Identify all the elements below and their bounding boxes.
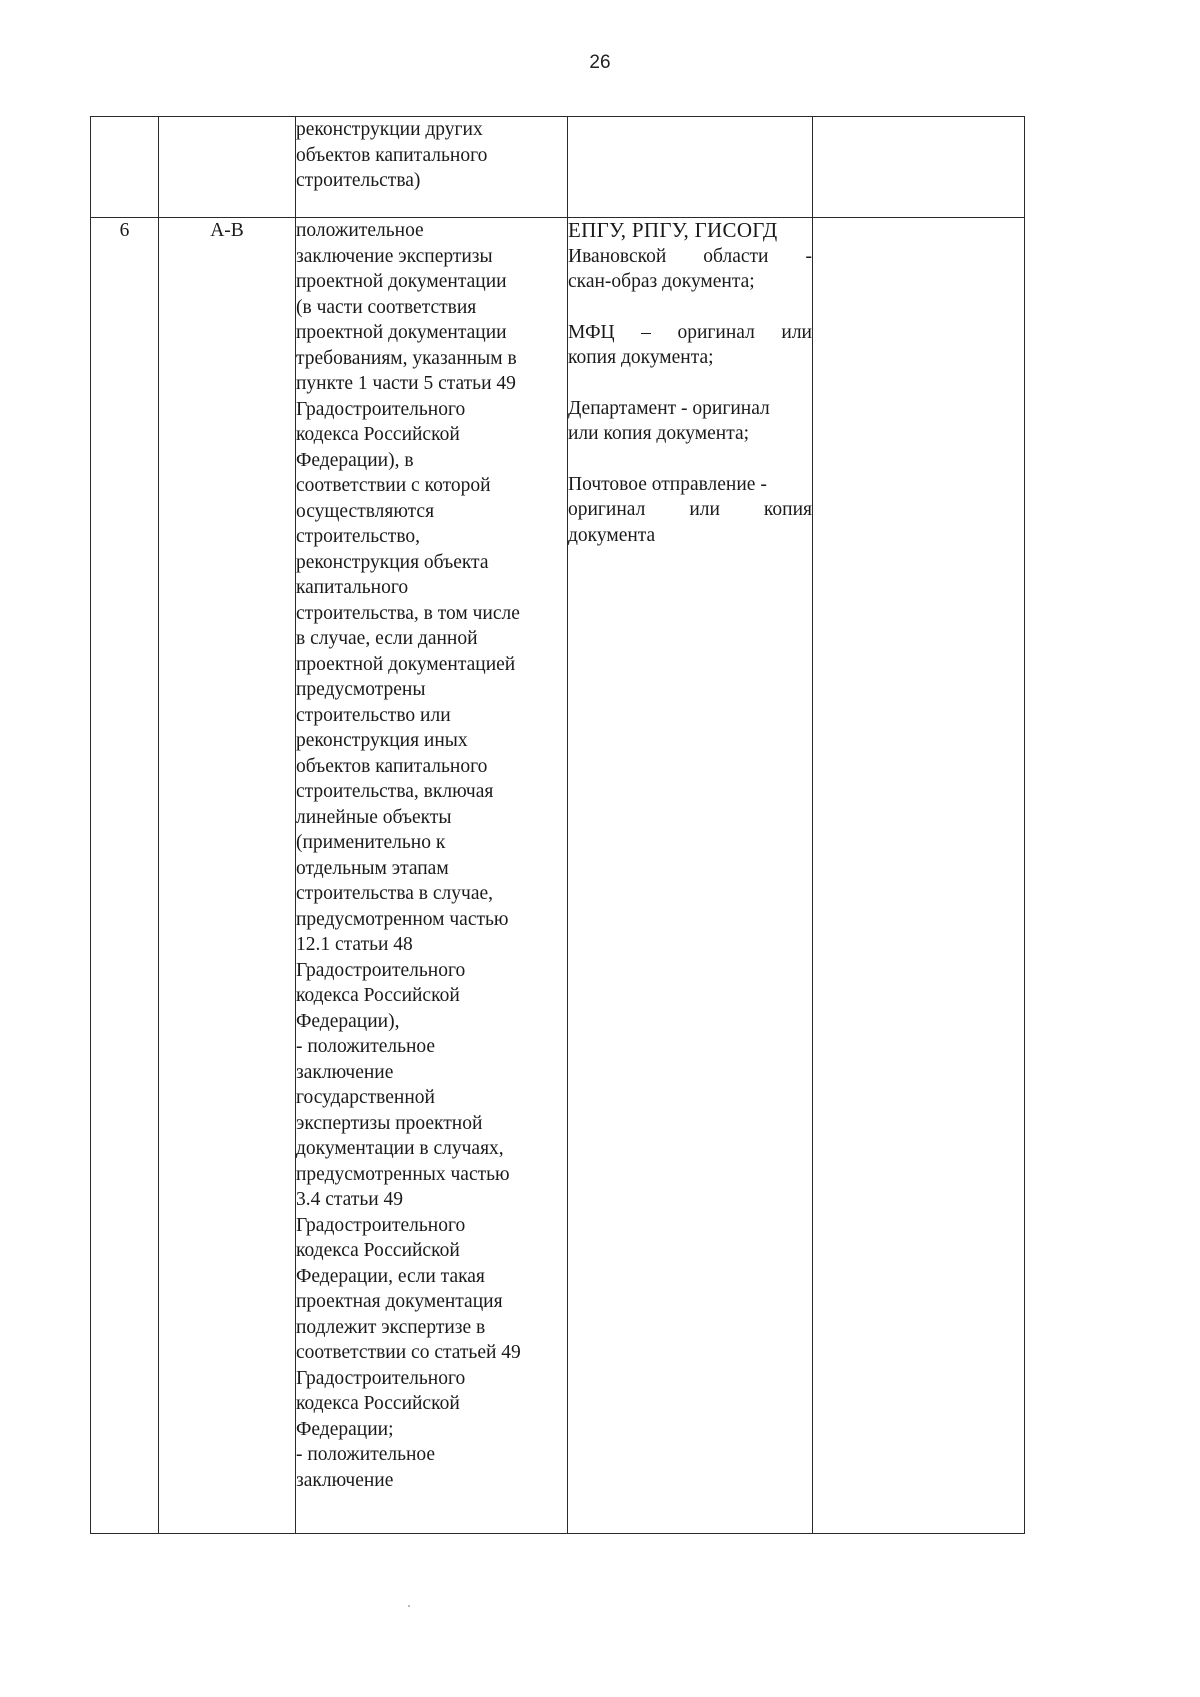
description-line: проектной документацией xyxy=(296,653,516,675)
description-line: отдельным этапам xyxy=(296,857,449,879)
scan-speck xyxy=(408,1605,410,1607)
document-table xyxy=(90,116,1025,1534)
description-line: в случае, если данной xyxy=(296,628,478,649)
cell-sources xyxy=(568,218,813,1534)
text-line: строительства) xyxy=(296,170,421,191)
description-line: проектной документации xyxy=(296,322,507,343)
source-epgu-line: Ивановской области - xyxy=(568,245,812,267)
description-line: кодекса Российской xyxy=(296,1240,460,1261)
description-line: кодекса Российской xyxy=(296,1393,460,1414)
description-line: положительное xyxy=(296,220,424,241)
description-line: Федерации; xyxy=(296,1418,394,1440)
description-line: соответствии с которой xyxy=(296,475,491,496)
description-line: заключение xyxy=(296,1469,394,1491)
description-line: строительство, xyxy=(296,526,421,547)
cell-description-continued xyxy=(296,117,568,218)
description-line: линейные объекты xyxy=(296,806,452,828)
description-line: Федерации, если такая xyxy=(296,1265,485,1287)
description-line: - положительное xyxy=(296,1036,436,1057)
cell-category-empty xyxy=(159,117,296,218)
description-line: государственной xyxy=(296,1087,435,1108)
description-line: предусмотренных частью xyxy=(296,1163,510,1185)
description-line: строительства, в том числе xyxy=(296,602,520,624)
description-line: (в части соответствия xyxy=(296,296,477,318)
source-epgu-line: скан-образ документа; xyxy=(568,271,755,292)
source-mfc-line: МФЦ – оригинал или xyxy=(568,321,812,343)
description-line: Федерации), xyxy=(296,1010,400,1032)
description-line: предусмотренном частью xyxy=(296,908,509,930)
description-line: 3.4 статьи 49 xyxy=(296,1189,404,1210)
table-row-6 xyxy=(91,218,1025,1534)
source-department-line: Департамент - оригинал xyxy=(568,397,770,419)
description-line: осуществляются xyxy=(296,500,435,522)
cell-row-number: 6 xyxy=(91,218,159,1534)
description-line: подлежит экспертизе в xyxy=(296,1316,486,1338)
source-post-line: оригинал или копия xyxy=(568,499,812,520)
cell-source-empty xyxy=(568,117,813,218)
description-line: Градостроительного xyxy=(296,1214,466,1236)
description-line: Градостроительного xyxy=(296,1367,466,1389)
cell-description xyxy=(296,218,568,1534)
text-line: реконструкции других xyxy=(296,119,483,140)
description-line: предусмотрены xyxy=(296,679,426,700)
description-line: требованиям, указанным в xyxy=(296,347,517,369)
description-line: реконструкция иных xyxy=(296,730,468,751)
description-line: Градостроительного xyxy=(296,398,466,420)
description-line: (применительно к xyxy=(296,832,446,853)
source-post-line: Почтовое отправление - xyxy=(568,473,767,495)
source-epgu xyxy=(568,218,812,295)
description-line: проектной документации xyxy=(296,271,507,292)
description-line: кодекса Российской xyxy=(296,424,460,445)
source-mfc xyxy=(568,320,812,371)
source-department xyxy=(568,396,812,447)
source-epgu-head: ЕПГУ, РПГУ, ГИСОГД xyxy=(568,218,778,242)
text-line: объектов капитального xyxy=(296,144,488,166)
description-line: документации в случаях, xyxy=(296,1138,504,1159)
description-line: экспертизы проектной xyxy=(296,1112,483,1134)
source-post-line: документа xyxy=(568,524,656,546)
description-line: строительства, включая xyxy=(296,781,494,802)
page-number: 26 xyxy=(589,52,611,73)
description-line: кодекса Российской xyxy=(296,985,460,1006)
cell-note-empty xyxy=(813,218,1025,1534)
description-line: проектная документация xyxy=(296,1291,503,1312)
description-line: реконструкция объекта xyxy=(296,551,489,573)
source-post xyxy=(568,472,812,549)
description-line: соответствии со статьей 49 xyxy=(296,1342,521,1363)
cell-number-empty xyxy=(91,117,159,218)
description-line: строительства в случае, xyxy=(296,883,494,904)
cell-note-empty xyxy=(813,117,1025,218)
description-line: заключение экспертизы xyxy=(296,245,493,267)
source-department-line: или копия документа; xyxy=(568,423,750,444)
description-line: пункте 1 части 5 статьи 49 xyxy=(296,373,516,394)
description-line: Градостроительного xyxy=(296,959,466,981)
description-line: 12.1 статьи 48 xyxy=(296,934,413,955)
description-line: капитального xyxy=(296,577,409,598)
source-mfc-line: копия документа; xyxy=(568,347,714,368)
description-line: - положительное xyxy=(296,1444,436,1465)
cell-category: А-В xyxy=(159,218,296,1534)
table-row-continued xyxy=(91,117,1025,218)
description-line: Федерации), в xyxy=(296,449,414,471)
description-line: объектов капитального xyxy=(296,755,488,777)
description-line: заключение xyxy=(296,1061,394,1083)
description-line: строительство или xyxy=(296,704,451,726)
